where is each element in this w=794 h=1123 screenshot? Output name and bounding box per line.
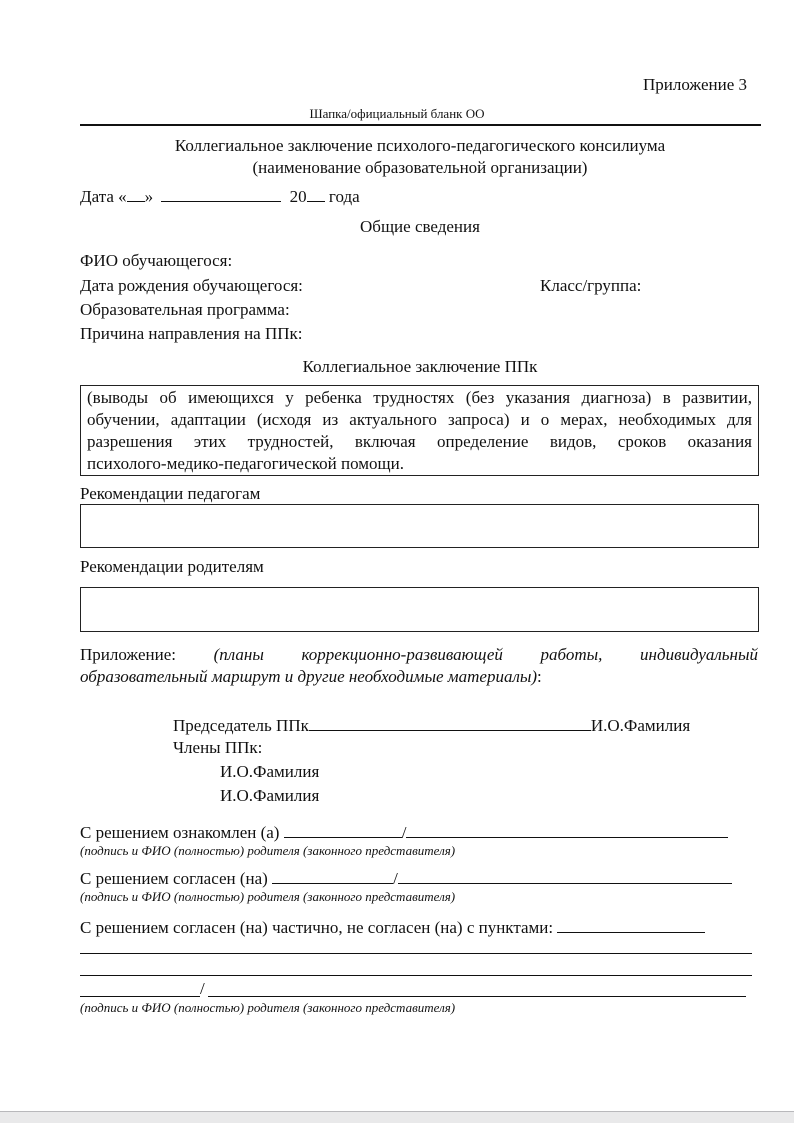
document-title: Коллегиальное заключение психолого-педагогического консилиума: [174, 136, 666, 155]
chair-label: Председатель ППк: [173, 716, 309, 735]
field-fio: ФИО обучающегося:: [80, 251, 233, 270]
appendix-word: (планы: [213, 645, 264, 664]
slash: /: [200, 979, 205, 998]
chair-signature-blank: [309, 714, 591, 731]
date-suffix: года: [328, 187, 360, 206]
field-birth-date: Дата рождения обучающегося:: [80, 276, 303, 295]
appendix-label-text: Приложение:: [80, 645, 176, 664]
field-reason: Причина направления на ППк:: [80, 324, 303, 343]
appendix-word: работы,: [540, 645, 603, 664]
organization-placeholder: (наименование образовательной организации): [252, 158, 588, 177]
agreed-name-blank: [398, 867, 732, 884]
blank-line: [80, 975, 752, 976]
rec-teachers-label: Рекомендации педагогам: [80, 484, 261, 503]
appendix-label: Приложение 3: [643, 75, 747, 94]
conclusion-line: обучении, адаптации (исходя из актуального запроса) и о мерах, необходимых для: [87, 410, 752, 429]
appendix-word: индивидуальный: [640, 645, 758, 664]
chair-name: И.О.Фамилия: [590, 716, 691, 735]
appendix-colon: :: [537, 667, 542, 686]
day-blank: [127, 185, 145, 202]
acquainted-name-blank: [406, 821, 728, 838]
agreed-sign-blank: [272, 867, 393, 884]
conclusion-box[interactable]: [80, 385, 759, 476]
rec-teachers-box[interactable]: [80, 504, 759, 548]
partially-points-blank: [557, 916, 705, 933]
acquainted-label: С решением ознакомлен (а): [80, 823, 280, 842]
letterhead-label: Шапка/официальный бланк ОО: [309, 106, 485, 121]
slash: /: [393, 869, 398, 888]
acquainted-line: [80, 821, 728, 844]
scan-edge: [0, 1112, 794, 1123]
member-name: И.О.Фамилия: [220, 762, 320, 781]
members-label: Члены ППк:: [173, 738, 263, 757]
appendix-text: образовательный маршрут и другие необходимые материалы): [80, 667, 538, 686]
year-prefix: 20: [289, 187, 307, 206]
date-close-quote: »: [144, 187, 154, 206]
rec-parents-label: Рекомендации родителям: [80, 557, 264, 576]
conclusion-line: психолого-медико-педагогической помощи.: [87, 454, 404, 473]
sign-note: (подпись и ФИО (полностью) родителя (законного представителя): [80, 1000, 456, 1015]
year-blank: [307, 185, 325, 202]
chair-line: [173, 714, 690, 737]
field-program: Образовательная программа:: [80, 300, 290, 319]
letterhead-divider: [80, 124, 761, 126]
appendix-line2: [80, 666, 542, 688]
month-blank: [161, 185, 281, 202]
member-name: И.О.Фамилия: [220, 786, 320, 805]
conclusion-line: (выводы об имеющихся у ребенка трудностях (без указания диагноза) в развитии,: [87, 388, 752, 407]
date-prefix: Дата «: [80, 187, 127, 206]
blank-line: [80, 953, 752, 954]
slash: /: [401, 823, 407, 842]
agreed-line: [80, 867, 732, 890]
field-class: Класс/группа:: [540, 276, 642, 295]
general-heading: Общие сведения: [360, 217, 480, 236]
final-name-blank: [208, 996, 746, 997]
date-line: [80, 185, 360, 208]
partially-line: [80, 916, 705, 939]
sign-note: (подпись и ФИО (полностью) родителя (законного представителя): [80, 843, 456, 858]
appendix-word: коррекционно-развивающей: [301, 645, 503, 664]
agreed-label: С решением согласен (на): [80, 869, 268, 888]
conclusion-line: разрешения этих трудностей, включая определение видов, сроков оказания: [87, 432, 752, 451]
conclusion-heading: Коллегиальное заключение ППк: [302, 357, 538, 376]
appendix-line1: [80, 644, 758, 666]
partially-label: С решением согласен (на) частично, не согласен (на) с пунктами:: [80, 918, 554, 937]
final-sign-blank: [80, 996, 200, 997]
sign-note: (подпись и ФИО (полностью) родителя (законного представителя): [80, 889, 456, 904]
acquainted-sign-blank: [284, 821, 402, 838]
rec-parents-box[interactable]: [80, 587, 759, 632]
